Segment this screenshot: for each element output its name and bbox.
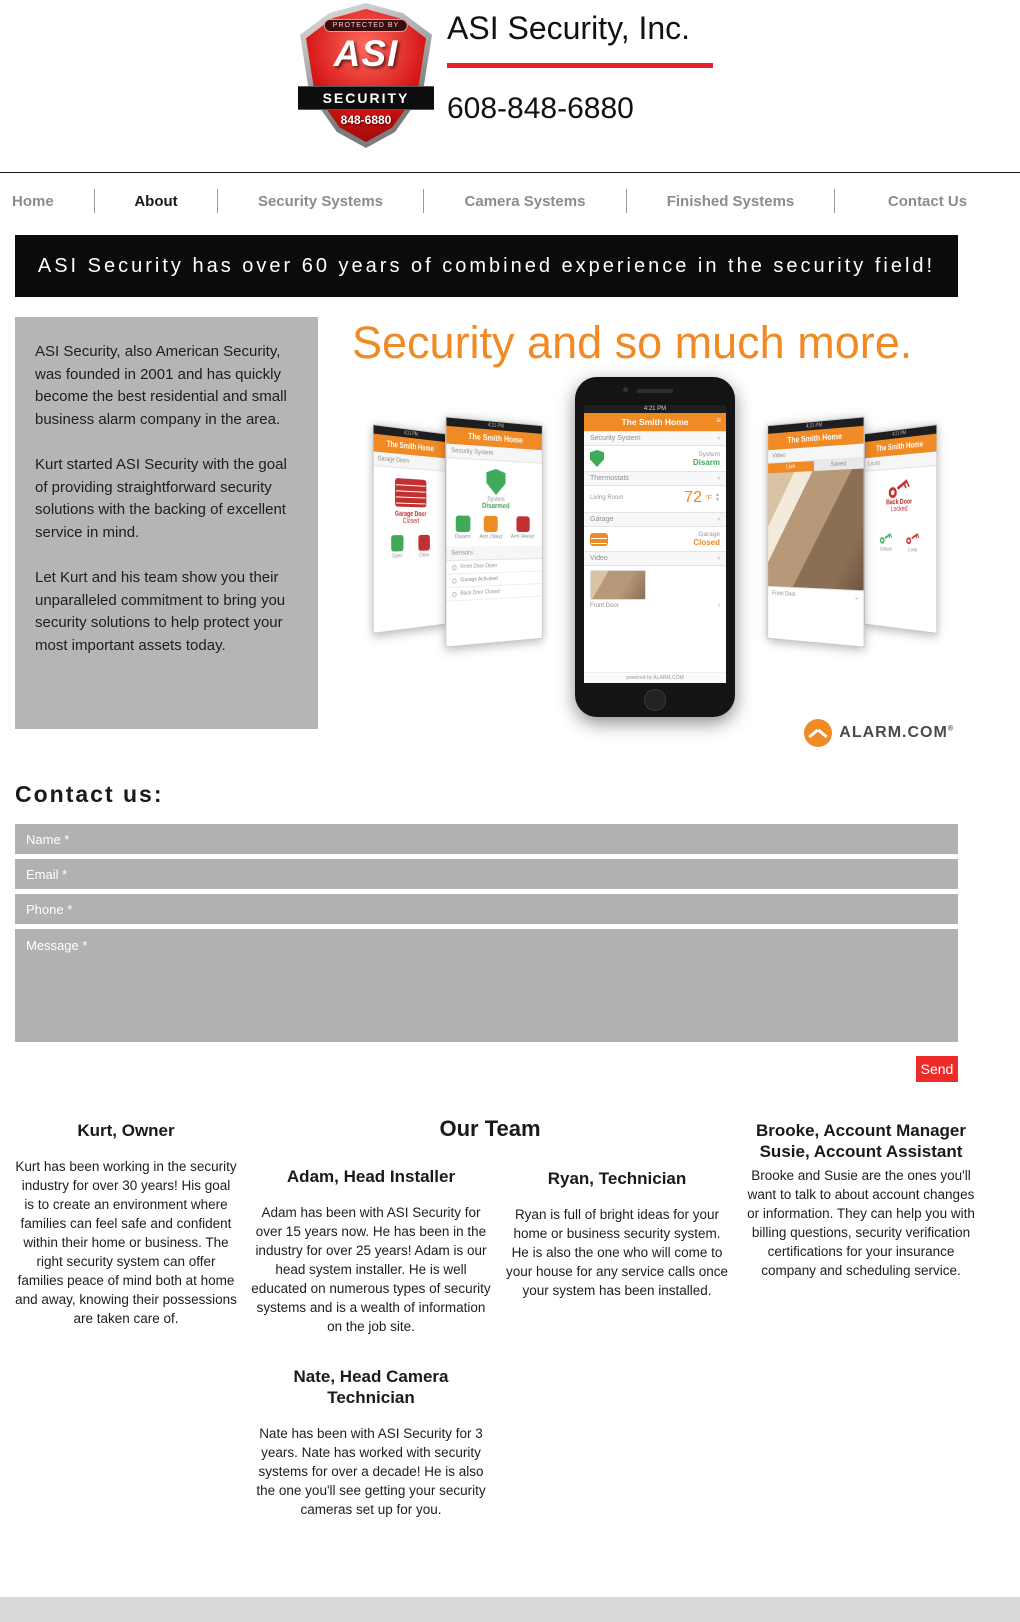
menu-icon: ≡: [716, 416, 721, 425]
hero-section: [318, 317, 1020, 741]
lock-button: Lock: [901, 529, 924, 554]
site-header: [0, 0, 1020, 173]
nate-title: Nate, Head Camera Technician: [293, 1367, 449, 1407]
main-nav: [0, 173, 1020, 229]
about-paragraph-3: Let Kurt and his team show you their unparalleled commitment to bring you security solutions to help protect your most important assets today.: [35, 569, 286, 654]
header-phone-number: 608-848-6880: [447, 92, 634, 125]
front-door-label: Front Door: [772, 590, 796, 598]
status-bar: 4:21 PM: [865, 425, 936, 442]
video-label: Video: [590, 555, 608, 562]
screen-title: The Smith Home: [865, 434, 936, 459]
garage-doors-section-label: Garage Doors: [377, 454, 410, 465]
sensor-item: Front Door Open: [446, 559, 541, 575]
send-button[interactable]: Send: [916, 1056, 958, 1082]
brooke-title: [743, 1120, 979, 1162]
kurt-title: Kurt, Owner: [77, 1121, 175, 1140]
about-paragraph-2: Kurt started ASI Security with the goal of providing straightforward security solutions with the backing of excellent service in mind.: [35, 456, 287, 541]
nav-item-camera-systems[interactable]: Camera Systems: [424, 189, 627, 213]
thermostat-row: Living Room 72 °F ▲ ▼: [590, 489, 720, 506]
front-camera-icon: [623, 387, 628, 392]
adam-title: Adam, Head Installer: [286, 1167, 456, 1186]
contact-heading: Contact us:: [15, 781, 164, 807]
lock-device-name: Back Door: [886, 498, 913, 507]
phone-screen: [584, 405, 726, 683]
garage-status-row: Garage Closed: [584, 527, 726, 551]
saved-tab: Saved: [814, 458, 864, 471]
logo-asi-text: ASI: [333, 33, 399, 74]
alarm-com-logo: [804, 719, 954, 747]
arm-away-icon: [516, 516, 529, 532]
video-thumbnail-row: [584, 566, 726, 602]
adam-bio: Adam has been with ASI Security for over 15 years now. He has been in the industry for over 25 years! Adam is our head system installer. He is well educated on numerous types of security systems and is a wealth of information on the job site.: [251, 1205, 491, 1334]
message-input[interactable]: [15, 929, 958, 1042]
asi-shield-logo: [300, 3, 432, 148]
about-paragraph-1: ASI Security, also American Security, was founded in 2001 and has quickly become the best residential and small business alarm company in the area.: [35, 343, 287, 428]
nav-item-security-systems[interactable]: Security Systems: [218, 189, 424, 213]
email-input[interactable]: [15, 859, 958, 889]
camera-thumbnail: [590, 570, 646, 600]
sensor-item: Back Door Closed: [446, 584, 541, 602]
video-section-label: Video: [772, 451, 786, 460]
our-team-heading: Our Team: [439, 1116, 541, 1141]
garage-door-icon: [395, 478, 426, 507]
disarm-button: Disarm: [455, 515, 471, 540]
phone-input[interactable]: [15, 894, 958, 924]
garage-device-name: Garage Door: [394, 510, 427, 519]
unlock-button: Unlock: [875, 529, 897, 553]
sensor-item: Garage Activated: [446, 571, 541, 588]
smartphone: [575, 377, 735, 717]
speaker-icon: [637, 389, 673, 393]
security-system-screen: [445, 416, 542, 647]
status-bar: 4:21 PM: [446, 418, 541, 434]
shield-icon: [590, 450, 604, 467]
security-system-label: Security System: [590, 435, 641, 442]
sensor-icon: [452, 591, 457, 596]
sensor-icon: [452, 578, 457, 583]
lock-key-icon: [905, 530, 920, 546]
temp-adjust-icons: ▲ ▼: [715, 492, 720, 503]
front-door-label: Front Door: [590, 603, 619, 609]
chevron-down-icon: ⌄: [854, 595, 859, 602]
nate-bio: Nate has been with ASI Security for 3 years. Nate has worked with security systems for over a decade! He is also the one you'll see getting your security cameras set up for you.: [256, 1426, 486, 1517]
ryan-column: [505, 1166, 729, 1519]
status-bar: 4:21 PM: [768, 418, 863, 434]
system-status-row: System Disarm: [584, 446, 726, 471]
open-icon: [391, 535, 403, 552]
shield-icon: [486, 469, 505, 496]
nav-item-home[interactable]: Home: [0, 189, 95, 213]
close-icon: [418, 535, 429, 551]
phone-app-collage: [352, 377, 958, 741]
experience-banner: [15, 235, 958, 297]
contact-section: [15, 781, 958, 1082]
security-section-label: Security System: [451, 446, 494, 457]
video-screen: [767, 416, 864, 647]
garage-open-button: Open: [391, 535, 403, 560]
chevron-right-icon: ›: [717, 555, 720, 562]
garage-door-icon: [590, 533, 608, 546]
chevron-right-icon: ›: [718, 603, 720, 609]
locks-screen: [864, 424, 937, 634]
brooke-column: [743, 1112, 979, 1519]
home-button-icon: [644, 689, 666, 711]
main-section: [0, 317, 1020, 741]
team-section: [0, 1082, 1020, 1559]
brooke-title-line1: Brooke, Account Manager: [755, 1121, 967, 1140]
garage-label: Garage: [590, 516, 614, 523]
app-header: The Smith Home ≡: [584, 413, 726, 431]
logo-phone-number: 848-6880: [340, 113, 392, 127]
kurt-bio: Kurt has been working in the security industry for over 30 years! His goal is to create an environment where families can feel safe and confident within their home or business. The right security system can offer families peace of mind both at home and away, knowing their possessions are taken care of.: [15, 1159, 237, 1326]
chevron-right-icon: ›: [717, 475, 720, 482]
thermostats-label: Thermostats: [590, 475, 629, 482]
arm-stay-icon: [484, 516, 498, 532]
lock-device-state: Locked: [890, 505, 908, 514]
our-team-column: [251, 1112, 729, 1519]
garage-device-state: Closed: [402, 517, 420, 526]
kurt-column: [15, 1112, 237, 1519]
system-state: Disarmed: [482, 502, 510, 511]
system-label: System: [487, 496, 505, 504]
company-name: ASI Security, Inc.: [447, 10, 691, 46]
registered-mark: ®: [947, 725, 954, 733]
arm-away-button: Arm (Away): [511, 516, 535, 540]
experience-banner-text: ASI Security has over 60 years of combined experience in the security field!: [37, 254, 936, 277]
sensors-label: Sensors: [451, 549, 473, 557]
live-tab: Live: [768, 461, 814, 473]
name-input[interactable]: [15, 824, 958, 854]
disarm-icon: [455, 515, 470, 532]
footer-strip: [0, 1597, 1020, 1622]
powered-by-label: powered by ALARM.COM: [584, 672, 726, 683]
logo-security-band: SECURITY: [298, 86, 434, 110]
screen-title: The Smith Home: [446, 426, 541, 450]
brooke-bio: Brooke and Susie are the ones you'll want to talk to about account changes or information. They can help you with billing questions, security verification certifications for your insurance company and scheduling service.: [747, 1168, 975, 1278]
chevron-right-icon: ›: [717, 435, 720, 442]
sensor-icon: [452, 565, 457, 570]
camera-feed-image: [768, 469, 863, 592]
ryan-title: Ryan, Technician: [547, 1169, 687, 1188]
adam-column: [251, 1166, 491, 1519]
chevron-right-icon: ›: [717, 516, 720, 523]
nav-item-contact-us[interactable]: Contact Us: [887, 192, 968, 210]
nav-item-finished-systems[interactable]: Finished Systems: [627, 189, 835, 213]
alarm-com-icon: [804, 719, 832, 747]
nav-item-about[interactable]: About: [95, 189, 218, 213]
screen-title: The Smith Home: [374, 434, 445, 459]
locks-section-label: Locks: [868, 459, 881, 468]
garage-doors-screen: [373, 424, 446, 634]
about-text-box: [15, 317, 318, 729]
unlock-key-icon: [879, 530, 893, 546]
status-bar: 4:21 PM: [584, 405, 726, 413]
screen-title: The Smith Home: [768, 426, 863, 450]
logo-protected-by-label: PROTECTED BY: [324, 19, 408, 32]
brooke-title-line2: Susie, Account Assistant: [759, 1142, 963, 1161]
red-divider: [447, 63, 713, 68]
alarm-com-wordmark: ALARM.COM: [839, 724, 948, 741]
hero-headline: Security and so much more.: [352, 317, 913, 368]
arm-stay-button: Arm (Stay): [480, 516, 503, 540]
ryan-bio: Ryan is full of bright ideas for your home or business security system. He is also the one who will come to your house for any service calls once your system has been installed.: [505, 1207, 729, 1298]
garage-close-button: Close: [418, 535, 429, 559]
status-bar: 4:21 PM: [374, 425, 445, 442]
nate-block: [251, 1366, 491, 1519]
